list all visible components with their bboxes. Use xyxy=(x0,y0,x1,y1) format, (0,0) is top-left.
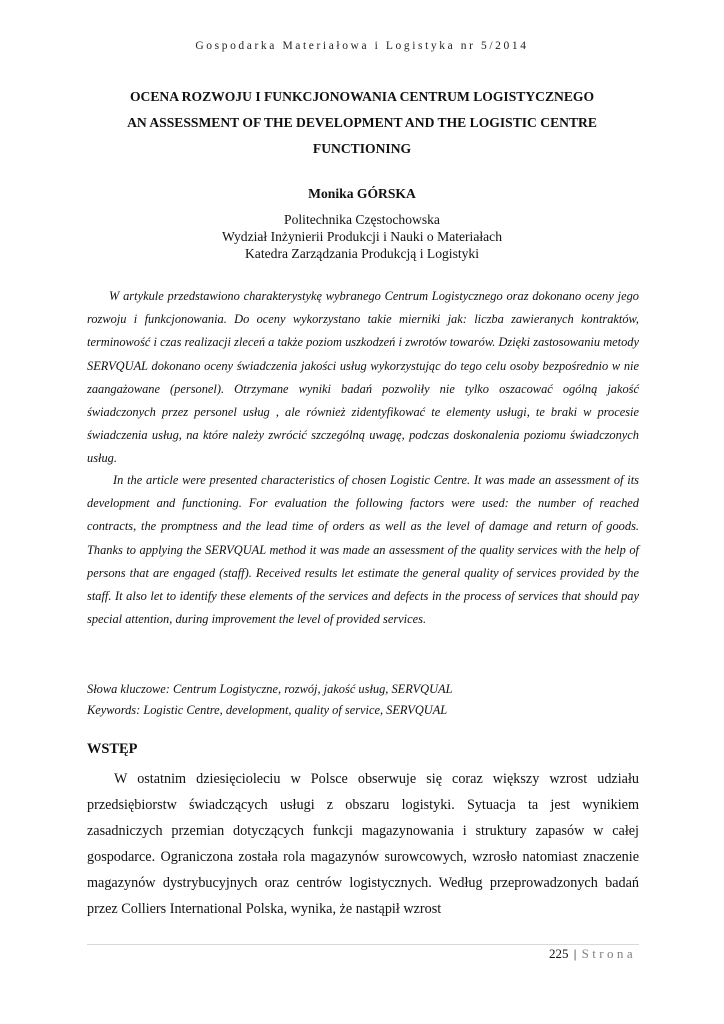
journal-header: Gospodarka Materiałowa i Logistyka nr 5/2014 xyxy=(195,40,529,52)
page-separator: | xyxy=(573,946,577,961)
page-label: Strona xyxy=(581,946,636,961)
affiliation-department: Katedra Zarządzania Produkcją i Logistyki xyxy=(244,246,480,261)
keywords-block xyxy=(87,679,639,721)
page-number: 225 xyxy=(549,946,569,961)
keywords-english: Keywords: Logistic Centre, development, quality of service, SERVQUAL xyxy=(87,703,448,717)
body-paragraph: W ostatnim dziesięcioleciu w Polsce obserwuje się coraz większy wzrost udziału przedsiębiorstw świadczących usługi z obszaru logistyki. Sytuacja ta jest wynikiem zasadniczych przemian dotyczących funkcji magazynowania i struktury zapasów w całej gospodarce. Ograniczona została rola magazynów surowcowych, wzrosło natomiast znaczenie magazynów dystrybucyjnych oraz centrów logistycznych. Według przeprowadzonych badań przez Colliers International Polska, wynika, że nastąpił wzrost xyxy=(87,771,639,917)
article-title xyxy=(88,84,636,162)
title-polish: OCENA ROZWOJU I FUNKCJONOWANIA CENTRUM LOGISTYCZNEGO xyxy=(129,89,595,104)
author-name: Monika GÓRSKA xyxy=(308,186,416,201)
footer-divider xyxy=(87,944,639,945)
page-footer xyxy=(549,946,636,962)
author-affiliation xyxy=(0,211,724,262)
affiliation-university: Politechnika Częstochowska xyxy=(284,212,440,227)
title-english: AN ASSESSMENT OF THE DEVELOPMENT AND THE LOGISTIC CENTRE FUNCTIONING xyxy=(127,115,597,156)
affiliation-faculty: Wydział Inżynierii Produkcji i Nauki o Materiałach xyxy=(221,229,503,244)
section-heading: WSTĘP xyxy=(87,741,138,757)
abstract-english: In the article were presented characteristics of chosen Logistic Centre. It was made an assessment of its development and functioning. For evaluation the following factors were used: the number of reached contracts, the promptness and the lead time of orders as well as the level of damage and return of goods. Thanks to applying the SERVQUAL method it was made an assessment of the quality services with the help of persons that are engaged (staff). Received results let estimate the general quality of services provided by the staff. It also let to identify these elements of the services and defects in the process of services that should pay special attention, during improvement the level of provided services. xyxy=(87,473,639,627)
abstract-polish: W artykule przedstawiono charakterystykę wybranego Centrum Logistycznego oraz dokonano oceny jego rozwoju i funkcjonowania. Do oceny wykorzystano takie mierniki jak: liczba zawieranych kontraktów, terminowość i czas realizacji zleceń a także poziom uszkodzeń i zwrotów towarów. Dzięki zastosowaniu metody SERVQUAL dokonano oceny świadczenia jakości usług wykorzystując do tego celu osoby bezpośrednio w nie zaangażowane (personel). Otrzymane wyniki badań pozwoliły nie tylko oszacować ogólną jakość świadczonych przez personel usług , ale również zidentyfikować te elementy usługi, te braki w procesie świadczenia usług, na które należy zwrócić szczególną uwagę, podczas doskonalenia poziomu świadczonych usług. xyxy=(87,289,639,466)
keywords-polish: Słowa kluczowe: Centrum Logistyczne, rozwój, jakość usług, SERVQUAL xyxy=(87,682,453,696)
